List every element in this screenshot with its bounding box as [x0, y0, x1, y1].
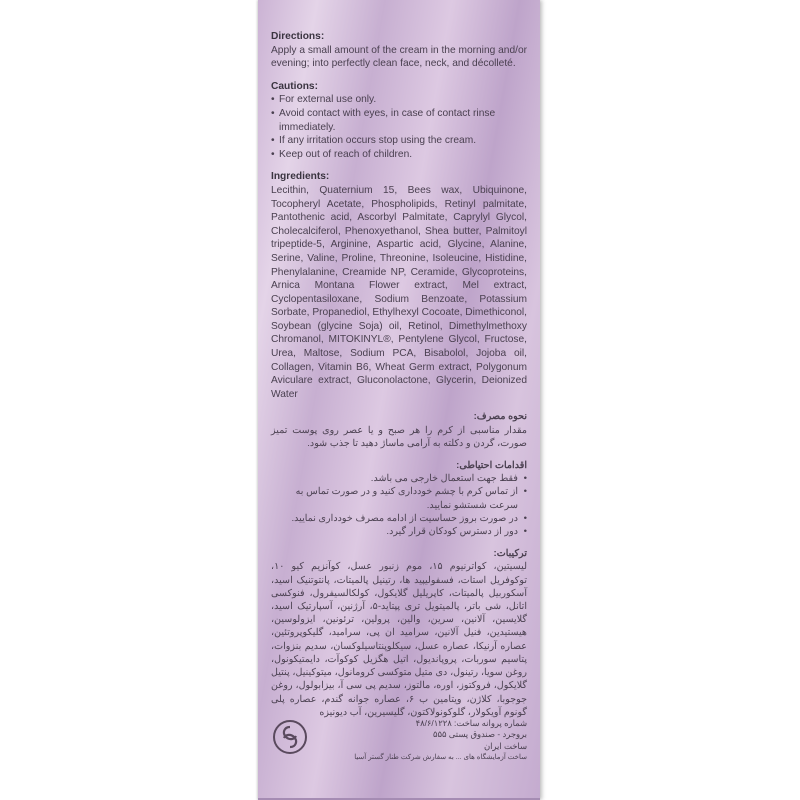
ingredients-section [271, 170, 527, 401]
health-logo-icon [273, 720, 307, 754]
footer [271, 712, 527, 792]
directions-heading: Directions: [271, 31, 325, 42]
label-text [271, 30, 527, 728]
persian-section [271, 410, 527, 718]
fa-caution-item: • از تماس کرم با چشم خودداری کنید و در صورت تماس به سرعت شستشو نمایید. [271, 485, 527, 511]
license-maker: ساخت آزمایشگاه های ... به سفارش شرکت طناز گستر آسیا [354, 754, 527, 762]
english-section [271, 30, 527, 401]
fa-directions-heading: نحوه مصرف: [473, 411, 527, 423]
fa-caution-item: • دور از دسترس کودکان قرار گیرد. [271, 525, 527, 538]
license-origin: ساخت ایران [483, 740, 527, 751]
fa-ingredients-heading: ترکیبات: [493, 548, 527, 560]
fa-caution-item: • در صورت بروز حساسیت از ادامه مصرف خودداری نمایید. [271, 512, 527, 525]
caution-item: • Keep out of reach of children. [271, 148, 527, 162]
directions-section [271, 30, 527, 71]
license-number: شماره پروانه ساخت: ۴۸/۶/۱۲۲۸ [415, 718, 527, 728]
ingredients-text: Lecithin, Quaternium 15, Bees wax, Ubiquinone, Tocopheryl Acetate, Phospholipids, Retinyl palmitate, Pantothenic acid, Ascorbyl Palmitate, Caprylyl Glycol, Cholecalciferol, Phenoxyethanol, Shea butter, Palmitoyl tripeptide-5, Arginine, Aspartic acid, Glycine, Alanine, Serine, Valine, Proline, Threonine, Isoleucine, Histidine, Phenylalanine, Creamide NP, Ceramide, Glycoproteins, Arnica Montana Flower extract, Mel extract, Cyclopentasiloxane, Sodium Benzoate, Potassium Sorbate, Propanediol, Ethylhexyl Cocoate, Dimethiconol, Soybean (glycine Soja) oil, Retinol, Dimethylmethoxy Chromanol, MITOKINYL®, Pentylene Glycol, Fructose, Urea, Maltose, Sodium PCA, Bisabolol, Jojoba oil, Collagen, Vitamin B6, Wheat Germ extract, Polygonum Aviculare extract, Gluconolactone, Glycerin, Deionized Water [271, 184, 527, 400]
license-address: بروجرد - صندوق پستی ۵۵۵ [432, 729, 527, 740]
fa-cautions-list [271, 472, 527, 538]
fa-ingredients-text: لیسیتین، کواترنیوم ۱۵، موم زنبور عسل، کوآنزیم کیو ۱۰، توکوفریل استات، فسفولیپید ها، رتینیل پالمیتات، پانتوتنیک اسید، آسکوربیل پالمیتات، کاپریلیل گلایکول، کولکالسیفرول، فنوکسی اتانل، شی باتر، پالمیتویل تری پپتاید-۵، آرژنین، آسپارتیک اسید، گلایسین، آلانین، سرین، والین، پرولین، ترئونین، ایزولوسین، هیستیدین، فنیل آلانین، سرامید ان پی، سرامید، گلیکوپروتئین، عصاره آرنیکا، عصاره عسل، سیکلوپنتاسیلوکسان، سدیم بنزوات، پتاسیم سوربات، پروپاندیول، اتیل هگزیل کوکوآت، دایمتیکونول، روغن سویا، رتینول، دی متیل متوکسی کرومانول، میتوکینیل، پنتیل گلایکول، فروکتوز، اوره، مالتوز، سدیم پی سی آ، بیزابولول، روغن جوجوبا، کلاژن، ویتامین ب ۶، عصاره جوانه گندم، عصاره پلی گونوم آویکولار، گلوکونولاکتون، گلیسیرین، آب دیونیزه [271, 561, 528, 718]
fa-caution-item: • فقط جهت استعمال خارجی می باشد. [271, 472, 527, 485]
fa-directions-text: مقدار مناسبی از کرم را هر صبح و یا عصر روی پوست تمیز صورت، گردن و دکلته به آرامی ماساژ دهید تا جذب شود. [271, 424, 527, 449]
fa-ingredients-section [271, 547, 527, 719]
fa-directions-section [271, 410, 527, 450]
fa-cautions-section [271, 459, 527, 538]
cautions-list [271, 93, 527, 161]
caution-item: • Avoid contact with eyes, in case of contact rinse immediately. [271, 107, 527, 134]
caution-item: • If any irritation occurs stop using the cream. [271, 134, 527, 148]
cautions-heading: Cautions: [271, 80, 318, 92]
caution-item: • For external use only. [271, 93, 527, 107]
license-info [313, 718, 527, 764]
fa-cautions-heading: اقدامات احتیاطی: [456, 460, 527, 472]
directions-text: Apply a small amount of the cream in the morning and/or evening; into perfectly clean face, neck, and décolleté. [271, 44, 527, 70]
cautions-section [271, 80, 527, 162]
ingredients-heading: Ingredients: [271, 171, 330, 183]
